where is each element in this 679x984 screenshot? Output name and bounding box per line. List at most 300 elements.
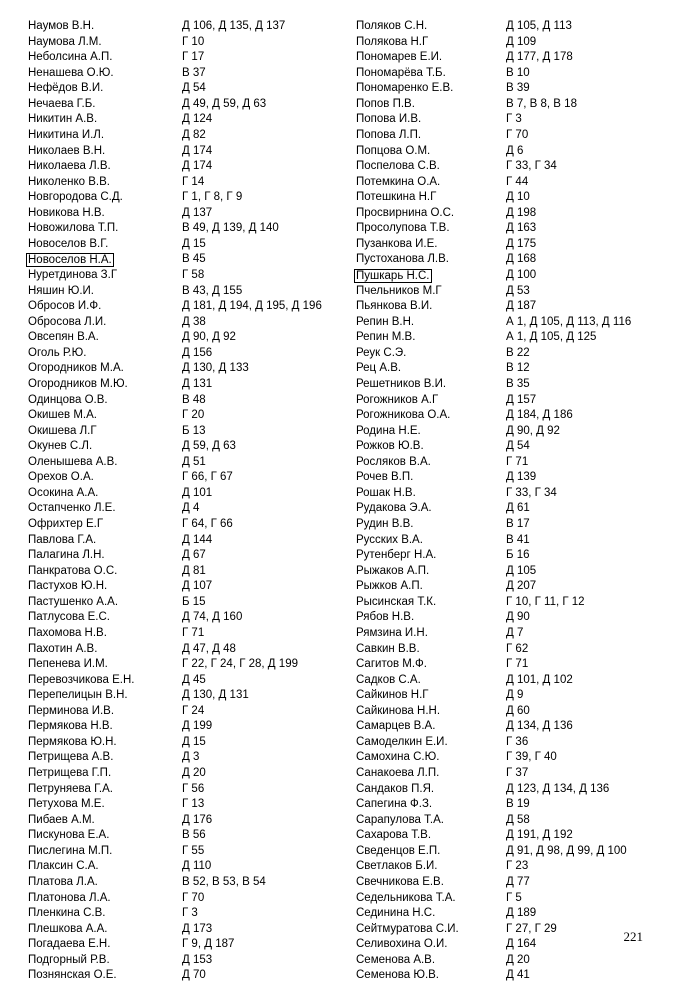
entry-name: Овсепян В.А. xyxy=(28,331,99,344)
entry-name: Погадаева Е.Н. xyxy=(28,938,111,951)
entry-name: Нечаева Г.Б. xyxy=(28,97,96,110)
index-entry xyxy=(356,486,666,502)
entry-reference: В 19 xyxy=(506,798,530,811)
index-entry xyxy=(28,595,338,611)
entry-name: Николаев В.Н. xyxy=(28,144,106,157)
entry-reference: Д 164 xyxy=(506,938,537,951)
entry-reference: В 41 xyxy=(506,533,530,546)
entry-reference: Д 173 xyxy=(182,922,213,935)
entry-reference: Д 54 xyxy=(182,82,206,95)
index-entry xyxy=(28,797,338,813)
entry-reference: Б 15 xyxy=(182,595,206,608)
entry-reference: Г 39, Г 40 xyxy=(506,751,557,764)
index-entry xyxy=(28,439,338,455)
entry-reference: Г 71 xyxy=(506,658,529,671)
index-entry xyxy=(356,797,666,813)
entry-reference: Д 10 xyxy=(506,191,530,204)
entry-name: Санакоева Л.П. xyxy=(356,767,440,779)
entry-name: Огородников М.Ю. xyxy=(28,377,128,390)
entry-name: Николенко В.В. xyxy=(28,175,110,188)
entry-name: Рудакова Э.А. xyxy=(356,502,432,515)
index-entry xyxy=(356,750,666,766)
entry-reference: Д 3 xyxy=(182,751,200,764)
index-entry xyxy=(356,953,666,969)
entry-reference: Д 58 xyxy=(506,813,530,826)
entry-reference: Г 27, Г 29 xyxy=(506,922,557,935)
index-entry xyxy=(28,782,338,798)
entry-reference: Д 9 xyxy=(506,689,524,702)
entry-reference: Д 45 xyxy=(182,673,206,686)
entry-name: Петрищева А.В. xyxy=(28,751,114,764)
entry-name: Осокина А.А. xyxy=(28,486,99,499)
index-entry xyxy=(356,439,666,455)
entry-reference: Д 20 xyxy=(506,953,530,966)
index-entry xyxy=(28,642,338,658)
index-entry xyxy=(28,330,338,346)
entry-name: Остапченко Л.Е. xyxy=(28,502,116,515)
entry-name: Сапегина Ф.З. xyxy=(356,798,433,811)
entry-reference: Г 10, Г 11, Г 12 xyxy=(506,595,585,608)
entry-name: Пустоханова Л.В. xyxy=(356,253,449,266)
entry-reference: Д 15 xyxy=(182,735,206,748)
index-entry xyxy=(28,206,338,222)
entry-name: Новоселов В.Г. xyxy=(28,237,109,250)
index-entry xyxy=(28,673,338,689)
index-entry xyxy=(356,704,666,720)
index-entry xyxy=(28,750,338,766)
index-entry xyxy=(356,642,666,658)
entry-reference: Д 156 xyxy=(182,346,213,359)
entry-reference: Г 44 xyxy=(506,175,529,188)
entry-reference: Г 37 xyxy=(506,767,529,779)
entry-name: Рогожников А.Г xyxy=(356,393,439,406)
entry-name: Перминова И.В. xyxy=(28,704,115,717)
index-entry xyxy=(356,252,666,268)
entry-reference: Г 71 xyxy=(182,626,205,639)
index-entry xyxy=(28,284,338,300)
index-entry xyxy=(28,844,338,860)
entry-reference: Г 33, Г 34 xyxy=(506,160,557,173)
index-entry xyxy=(28,533,338,549)
index-entry xyxy=(356,548,666,564)
entry-reference: В 7, В 8, В 18 xyxy=(506,97,577,110)
entry-reference: Д 53 xyxy=(506,284,530,297)
entry-reference: Д 189 xyxy=(506,907,537,920)
entry-name: Наумов В.Н. xyxy=(28,20,95,32)
entry-reference: Г 70 xyxy=(182,891,205,904)
index-entry xyxy=(356,719,666,735)
entry-reference: Г 58 xyxy=(182,269,205,281)
index-column-left xyxy=(28,19,338,984)
entry-name: Поспелова С.В. xyxy=(356,160,440,173)
entry-name: Платонова Л.А. xyxy=(28,891,111,904)
index-entry xyxy=(28,175,338,191)
entry-name: Селивохина О.И. xyxy=(356,938,448,951)
entry-name: Сединина Н.С. xyxy=(356,907,436,920)
entry-name: Полякова Н.Г xyxy=(356,35,429,48)
entry-reference: Г 1, Г 8, Г 9 xyxy=(182,191,243,204)
entry-reference: Г 22, Г 24, Г 28, Д 199 xyxy=(182,658,298,671)
index-entry xyxy=(28,159,338,175)
entry-reference: Д 174 xyxy=(182,144,213,157)
index-entry xyxy=(28,128,338,144)
entry-name: Светлаков Б.И. xyxy=(356,860,438,873)
entry-name: Пермякова Ю.Н. xyxy=(28,735,117,748)
entry-reference: Д 187 xyxy=(506,300,537,313)
entry-name: Самоделкин Е.И. xyxy=(356,735,448,748)
index-entry xyxy=(356,455,666,471)
entry-name: Просвирнина О.С. xyxy=(356,206,455,219)
index-entry xyxy=(28,190,338,206)
entry-name: Пленкина С.В. xyxy=(28,907,106,920)
entry-reference: Д 131 xyxy=(182,377,213,390)
entry-name: Сандаков П.Я. xyxy=(356,782,435,795)
entry-reference: Д 123, Д 134, Д 136 xyxy=(506,782,610,795)
index-entry xyxy=(356,190,666,206)
entry-reference: Г 9, Д 187 xyxy=(182,938,235,951)
index-entry xyxy=(356,237,666,253)
index-entry xyxy=(28,548,338,564)
entry-name: Огородников М.А. xyxy=(28,362,124,375)
entry-name: Садков С.А. xyxy=(356,673,421,686)
entry-name: Оленышева А.В. xyxy=(28,455,118,468)
entry-name: Репин М.В. xyxy=(356,331,416,344)
index-entry xyxy=(356,922,666,938)
entry-reference: Г 14 xyxy=(182,175,205,188)
entry-reference: Д 130, Д 131 xyxy=(182,689,249,702)
entry-name: Сарапулова Т.А. xyxy=(356,813,444,826)
entry-name: Поляков С.Н. xyxy=(356,20,428,32)
index-entry xyxy=(356,81,666,97)
entry-reference: Г 70 xyxy=(506,128,529,141)
entry-reference: В 48 xyxy=(182,393,206,406)
entry-name: Подгорный Р.В. xyxy=(28,953,110,966)
entry-reference: Д 54 xyxy=(506,440,530,453)
index-entry xyxy=(28,361,338,377)
entry-name: Пахотин А.В. xyxy=(28,642,98,655)
entry-reference: Д 176 xyxy=(182,813,213,826)
entry-name: Попов П.В. xyxy=(356,97,415,110)
entry-name: Попцова О.М. xyxy=(356,144,431,157)
entry-reference: Г 56 xyxy=(182,782,205,795)
entry-name: Окунев С.Л. xyxy=(28,440,93,453)
entry-reference: Д 105 xyxy=(506,564,537,577)
entry-reference: Д 90, Д 92 xyxy=(506,424,560,437)
entry-reference: Д 137 xyxy=(182,206,213,219)
entry-name: Новикова Н.В. xyxy=(28,206,105,219)
entry-reference: Д 101 xyxy=(182,486,213,499)
entry-reference: Д 181, Д 194, Д 195, Д 196 xyxy=(182,300,322,313)
index-entry xyxy=(356,844,666,860)
index-entry xyxy=(28,813,338,829)
entry-reference: Д 199 xyxy=(182,720,213,733)
entry-reference: Д 77 xyxy=(506,875,530,888)
entry-name: Сведенцов Е.П. xyxy=(356,844,441,857)
entry-reference: А 1, Д 105, Д 125 xyxy=(506,331,597,344)
index-entry xyxy=(356,657,666,673)
index-entry xyxy=(356,97,666,113)
entry-name: Рогожникова О.А. xyxy=(356,409,451,422)
entry-name: Рудин В.В. xyxy=(356,518,414,530)
index-entry xyxy=(356,221,666,237)
index-entry xyxy=(28,501,338,517)
index-entry xyxy=(28,953,338,969)
entry-name: Никитин А.В. xyxy=(28,113,98,126)
entry-reference: Д 70 xyxy=(182,969,206,982)
index-entry xyxy=(28,766,338,782)
index-entry xyxy=(28,19,338,35)
index-entry xyxy=(356,564,666,580)
entry-name: Рец А.В. xyxy=(356,362,402,375)
index-entry xyxy=(356,159,666,175)
index-entry xyxy=(28,579,338,595)
entry-name: Петухова М.Е. xyxy=(28,798,105,811)
entry-name: Оголь Р.Ю. xyxy=(28,346,87,359)
entry-name: Рыжков А.П. xyxy=(356,580,423,593)
entry-reference: Б 16 xyxy=(506,549,530,562)
index-entry xyxy=(356,408,666,424)
entry-reference: В 10 xyxy=(506,66,530,79)
index-entry xyxy=(356,299,666,315)
entry-reference: В 22 xyxy=(506,346,530,359)
index-entry xyxy=(28,828,338,844)
entry-reference: Д 124 xyxy=(182,113,213,126)
index-column-right xyxy=(356,19,666,984)
entry-reference: В 17 xyxy=(506,518,530,530)
entry-name: Просолупова Т.В. xyxy=(356,222,450,235)
entry-name: Пушкарь Н.С. xyxy=(356,270,430,282)
index-entry xyxy=(356,626,666,642)
entry-name: Неболсина А.П. xyxy=(28,51,113,64)
entry-name: Рябов Н.В. xyxy=(356,611,415,624)
entry-reference: Д 101, Д 102 xyxy=(506,673,573,686)
entry-name: Рошак Н.В. xyxy=(356,486,416,499)
entry-name: Рочев В.П. xyxy=(356,471,414,484)
index-entry xyxy=(356,175,666,191)
entry-name: Решетников В.И. xyxy=(356,377,447,390)
entry-name: Новгородова С.Д. xyxy=(28,191,123,204)
entry-reference: Д 177, Д 178 xyxy=(506,51,573,64)
entry-name: Сейтмуратова С.И. xyxy=(356,922,459,935)
entry-reference: Д 81 xyxy=(182,564,206,577)
index-entry xyxy=(28,704,338,720)
entry-name: Перепелицын В.Н. xyxy=(28,689,128,702)
entry-name: Орехов О.А. xyxy=(28,471,94,484)
entry-name: Николаева Л.В. xyxy=(28,160,111,173)
index-entry xyxy=(356,284,666,300)
entry-name: Няшин Ю.И. xyxy=(28,284,95,297)
entry-reference: Д 90 xyxy=(506,611,530,624)
index-entry xyxy=(28,377,338,393)
index-entry xyxy=(28,112,338,128)
entry-reference: Г 36 xyxy=(506,735,529,748)
index-entry xyxy=(28,299,338,315)
entry-name: Пахомова Н.В. xyxy=(28,626,107,639)
index-entry xyxy=(28,455,338,471)
entry-name: Окишев М.А. xyxy=(28,409,97,422)
entry-name: Реук С.Э. xyxy=(356,346,407,359)
entry-name: Офрихтер Е.Г xyxy=(28,518,104,530)
entry-name: Семенова А.В. xyxy=(356,953,436,966)
entry-reference: Д 61 xyxy=(506,502,530,515)
index-entry xyxy=(28,610,338,626)
entry-name: Росляков В.А. xyxy=(356,455,431,468)
entry-name: Пибаев А.М. xyxy=(28,813,95,826)
entry-reference: Г 62 xyxy=(506,642,529,655)
entry-reference: Д 109 xyxy=(506,35,537,48)
entry-reference: Д 174 xyxy=(182,160,213,173)
index-entry xyxy=(28,657,338,673)
entry-name: Петруняева Г.А. xyxy=(28,782,113,795)
index-entry xyxy=(356,517,666,533)
index-entry xyxy=(356,144,666,160)
entry-name: Седельникова Т.А. xyxy=(356,891,456,904)
entry-name: Савкин В.В. xyxy=(356,642,420,655)
entry-name: Самохина С.Ю. xyxy=(356,751,440,764)
entry-reference: Д 6 xyxy=(506,144,524,157)
index-entry xyxy=(356,112,666,128)
entry-reference: В 12 xyxy=(506,362,530,375)
entry-name: Перевозчикова Е.Н. xyxy=(28,673,135,686)
entry-reference: Г 5 xyxy=(506,891,522,904)
index-entry xyxy=(28,315,338,331)
index-entry xyxy=(28,859,338,875)
entry-reference: Д 7 xyxy=(506,626,524,639)
entry-reference: Г 66, Г 67 xyxy=(182,471,233,484)
index-entry xyxy=(356,782,666,798)
entry-name: Нуретдинова З.Г xyxy=(28,269,118,281)
index-entry xyxy=(356,315,666,331)
index-entry xyxy=(356,610,666,626)
entry-reference: В 49, Д 139, Д 140 xyxy=(182,222,279,235)
index-entry xyxy=(356,330,666,346)
entry-reference: Д 38 xyxy=(182,315,206,328)
entry-reference: Г 33, Г 34 xyxy=(506,486,557,499)
entry-reference: В 43, Д 155 xyxy=(182,284,243,297)
entry-name: Сагитов М.Ф. xyxy=(356,658,427,671)
index-entry xyxy=(28,393,338,409)
entry-name: Платова Л.А. xyxy=(28,875,98,888)
entry-reference: Д 49, Д 59, Д 63 xyxy=(182,97,267,110)
entry-name: Никитина И.Л. xyxy=(28,128,105,141)
entry-reference: Г 24 xyxy=(182,704,205,717)
entry-reference: Г 3 xyxy=(506,113,522,126)
index-entry xyxy=(356,501,666,517)
index-entry xyxy=(356,673,666,689)
index-entry xyxy=(28,81,338,97)
entry-name: Панкратова О.С. xyxy=(28,564,118,577)
index-entry xyxy=(356,424,666,440)
index-entry xyxy=(356,735,666,751)
index-entry xyxy=(356,50,666,66)
index-entry xyxy=(28,35,338,51)
entry-name: Сайкинов Н.Г xyxy=(356,689,429,702)
index-entry xyxy=(28,719,338,735)
entry-name: Сайкинова Н.Н. xyxy=(356,704,441,717)
index-entry xyxy=(356,906,666,922)
index-entry xyxy=(356,828,666,844)
entry-reference: В 39 xyxy=(506,82,530,95)
entry-name: Пьянкова В.И. xyxy=(356,300,433,313)
entry-name: Патлусова Е.С. xyxy=(28,611,110,624)
entry-reference: Д 41 xyxy=(506,969,530,982)
entry-reference: Д 20 xyxy=(182,767,206,779)
index-entry xyxy=(356,393,666,409)
entry-name: Рямзина И.Н. xyxy=(356,626,428,639)
index-entry xyxy=(356,533,666,549)
entry-reference: Д 106, Д 135, Д 137 xyxy=(182,20,286,32)
entry-reference: В 45 xyxy=(182,253,206,266)
entry-name: Пискунова Е.А. xyxy=(28,829,110,842)
entry-reference: Д 60 xyxy=(506,704,530,717)
entry-name: Пчельников М.Г xyxy=(356,284,442,297)
index-entry xyxy=(28,66,338,82)
entry-name: Потемкина О.А. xyxy=(356,175,441,188)
entry-reference: В 35 xyxy=(506,377,530,390)
entry-name: Наумова Л.М. xyxy=(28,35,102,48)
entry-name: Русских В.А. xyxy=(356,533,423,546)
index-entry xyxy=(356,377,666,393)
entry-name: Плешкова А.А. xyxy=(28,922,108,935)
entry-name: Обросов И.Ф. xyxy=(28,300,102,313)
index-entry xyxy=(356,470,666,486)
index-entry xyxy=(28,735,338,751)
entry-name: Новожилова Т.П. xyxy=(28,222,119,235)
index-entry xyxy=(356,766,666,782)
entry-reference: Г 3 xyxy=(182,907,198,920)
entry-name: Новоселов Н.А. xyxy=(28,254,112,267)
entry-name: Петрищева Г.П. xyxy=(28,767,112,779)
index-entry xyxy=(28,50,338,66)
index-entry xyxy=(28,688,338,704)
entry-reference: Д 91, Д 98, Д 99, Д 100 xyxy=(506,844,627,857)
entry-reference: Г 23 xyxy=(506,860,529,873)
entry-name: Рыжаков А.П. xyxy=(356,564,430,577)
index-entry xyxy=(28,922,338,938)
entry-reference: Д 15 xyxy=(182,237,206,250)
entry-name: Одинцова О.В. xyxy=(28,393,108,406)
index-entry xyxy=(356,937,666,953)
index-entry xyxy=(356,595,666,611)
index-entry xyxy=(356,859,666,875)
entry-name: Рожков Ю.В. xyxy=(356,440,424,453)
entry-name: Обросова Л.И. xyxy=(28,315,107,328)
entry-reference: Г 64, Г 66 xyxy=(182,518,233,530)
entry-name: Познянская О.Е. xyxy=(28,969,117,982)
entry-reference: Д 163 xyxy=(506,222,537,235)
entry-reference: Д 59, Д 63 xyxy=(182,440,236,453)
entry-reference: Д 110 xyxy=(182,860,212,873)
entry-reference: Д 74, Д 160 xyxy=(182,611,243,624)
entry-name: Репин В.Н. xyxy=(356,315,415,328)
index-entry xyxy=(356,968,666,984)
entry-reference: В 52, В 53, В 54 xyxy=(182,875,266,888)
index-entry xyxy=(28,517,338,533)
entry-reference: Д 175 xyxy=(506,237,537,250)
entry-reference: Д 4 xyxy=(182,502,200,515)
entry-name: Пузанкова И.Е. xyxy=(356,237,438,250)
index-entry xyxy=(28,346,338,362)
entry-reference: Г 20 xyxy=(182,409,205,422)
entry-reference: Д 51 xyxy=(182,455,206,468)
entry-name: Свечникова Е.В. xyxy=(356,875,444,888)
entry-reference: Д 107 xyxy=(182,580,213,593)
index-entry xyxy=(28,470,338,486)
entry-reference: Д 82 xyxy=(182,128,206,141)
index-entry xyxy=(28,626,338,642)
entry-name: Пономаренко Е.В. xyxy=(356,82,454,95)
entry-name: Самарцев В.А. xyxy=(356,720,436,733)
